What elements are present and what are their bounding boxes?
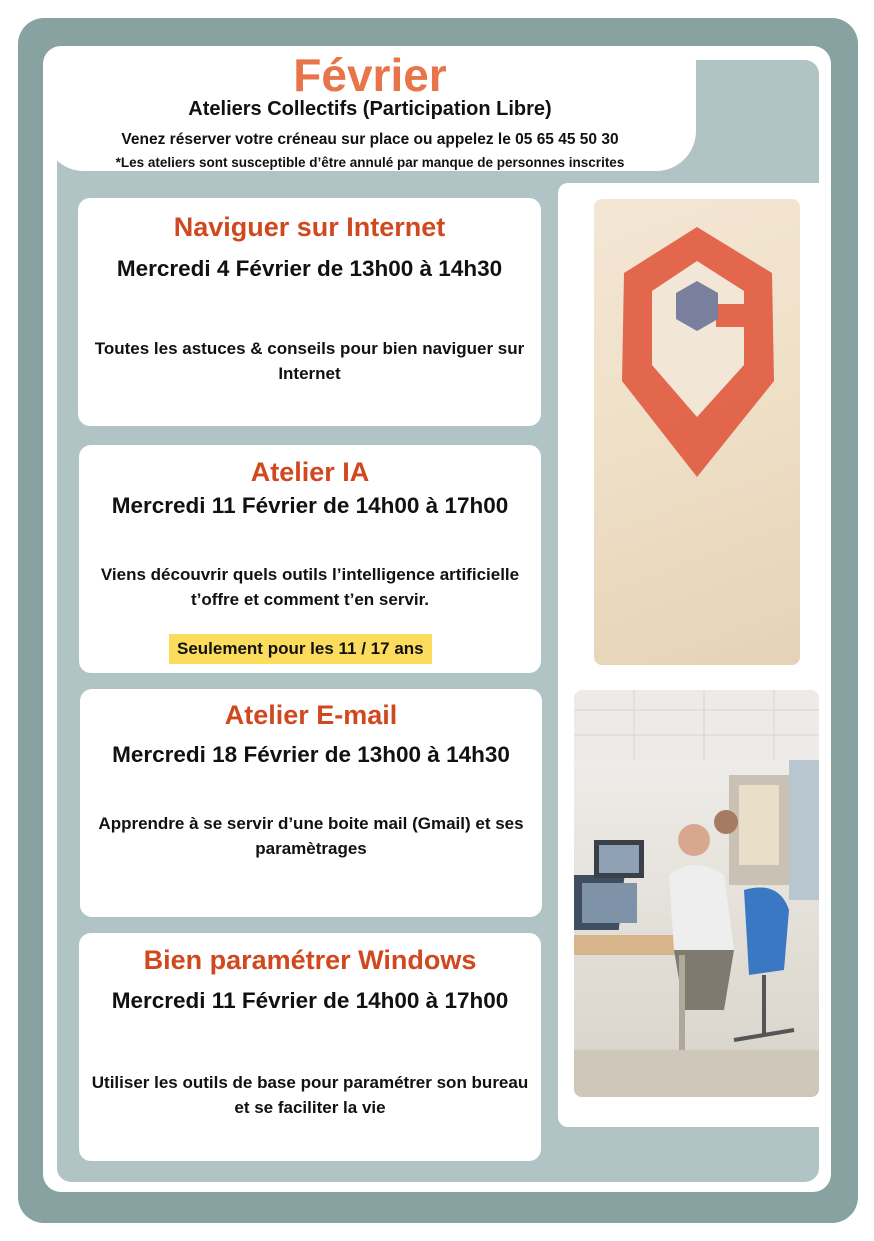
workshop-date: Mercredi 4 Février de 13h00 à 14h30: [116, 256, 503, 281]
workshop-photo: [574, 690, 819, 1097]
header: [44, 47, 696, 171]
workshop-date: Mercredi 18 Février de 13h00 à 14h30: [112, 742, 510, 767]
page-title: Février: [293, 49, 447, 101]
workshop-date: Mercredi 11 Février de 14h00 à 17h00: [111, 988, 509, 1013]
workshop-title: Naviguer sur Internet: [173, 212, 446, 242]
logo-image: [594, 199, 800, 665]
workshop-date: Mercredi 11 Février de 14h00 à 17h00: [111, 493, 509, 518]
workshop-description: Toutes les astuces & conseils pour bien naviguer sur Internet: [94, 339, 525, 383]
workshop-card: [79, 445, 541, 673]
workshop-title: Atelier E-mail: [224, 700, 398, 730]
location-pin-logo-icon: [594, 199, 800, 665]
workshop-card: [78, 198, 541, 426]
workshop-description: Viens découvrir quels outils l’intelligence artificielle t’offre et comment t’en servir.: [100, 565, 520, 609]
workshop-card: [80, 689, 542, 917]
page-subtitle: Ateliers Collectifs (Participation Libre): [188, 98, 552, 120]
workshop-title: Atelier IA: [250, 457, 370, 487]
cancellation-notice: *Les ateliers sont susceptible d’être annulé par manque de personnes inscrites: [115, 155, 625, 170]
workshop-card: [79, 933, 541, 1161]
reservation-info: Venez réserver votre créneau sur place ou appelez le 05 65 45 50 30: [121, 131, 619, 148]
people-at-computers-illustration: [574, 690, 819, 1097]
workshop-description: Apprendre à se servir d’une boite mail (Gmail) et ses paramètrages: [98, 814, 524, 858]
workshop-title: Bien paramétrer Windows: [143, 945, 477, 975]
age-badge: Seulement pour les 11 / 17 ans: [169, 634, 432, 664]
workshop-description: Utiliser les outils de base pour paramétrer son bureau et se faciliter la vie: [91, 1073, 529, 1117]
